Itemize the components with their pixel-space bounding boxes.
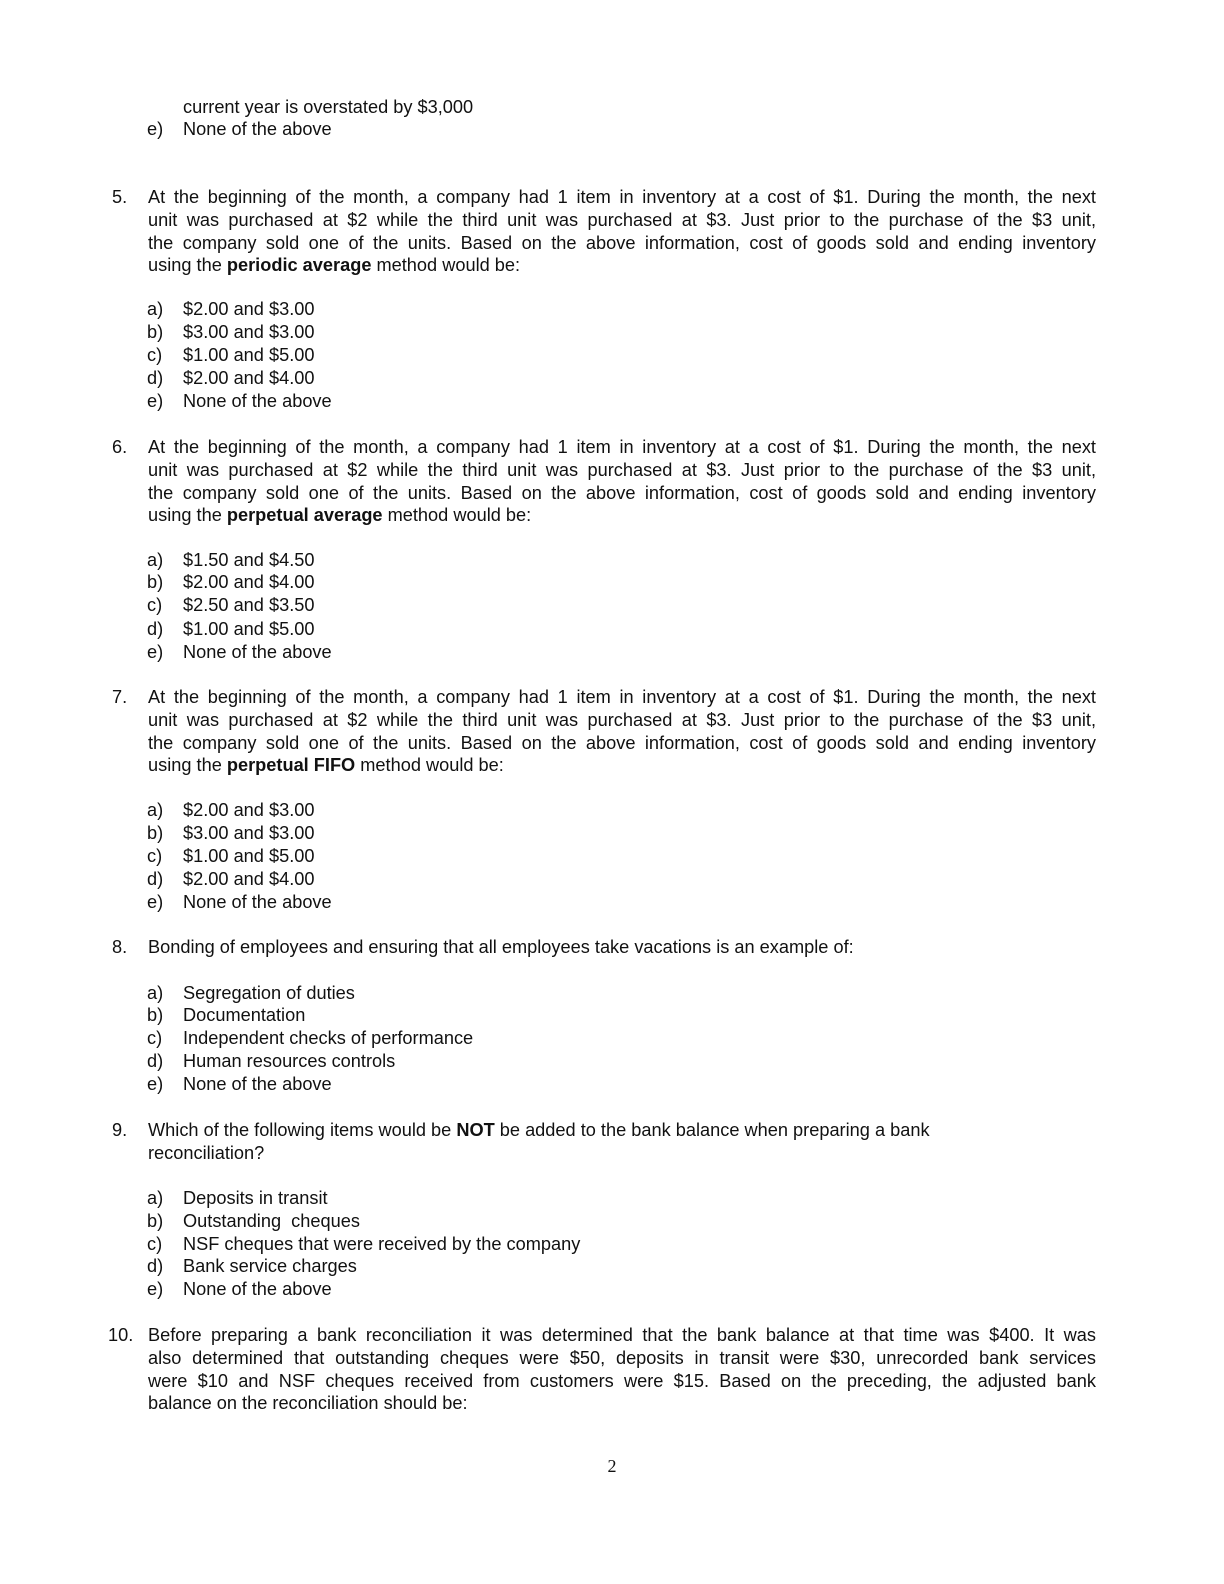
option-letter: c) bbox=[147, 345, 163, 365]
option-letter: a) bbox=[147, 299, 164, 319]
option-letter: d) bbox=[147, 869, 164, 889]
option-text: None of the above bbox=[183, 642, 332, 662]
text-run: method would be: bbox=[355, 755, 504, 776]
option-letter: b) bbox=[147, 1005, 164, 1025]
question-line bbox=[148, 504, 1096, 527]
text-run: method would be: bbox=[382, 505, 532, 526]
option-text: $2.00 and $4.00 bbox=[183, 368, 315, 388]
question-number-7: 7. bbox=[112, 687, 128, 707]
question-line: the company sold one of the units. Based on the above information, cost of goods sold and ending inventory bbox=[148, 732, 1096, 753]
option-text: $2.00 and $4.00 bbox=[183, 869, 315, 889]
question-number-10: 10. bbox=[108, 1325, 134, 1345]
method-emphasis: perpetual FIFO bbox=[226, 755, 356, 776]
method-emphasis: perpetual average bbox=[226, 505, 383, 526]
text-run: using the bbox=[148, 505, 227, 526]
question-line bbox=[148, 754, 1096, 777]
option-letter: e) bbox=[147, 119, 164, 139]
question-number-6: 6. bbox=[112, 437, 128, 457]
text-run: Which of the following items would be bbox=[148, 1120, 457, 1140]
option-letter: c) bbox=[147, 1234, 163, 1254]
question-line: also determined that outstanding cheques were $50, deposits in transit were $30, unrecorded bank services bbox=[148, 1347, 1096, 1368]
question-line: unit was purchased at $2 while the third unit was purchased at $3. Just prior to the purchase of the $3 unit, bbox=[148, 459, 1096, 480]
continuation-line: current year is overstated by $3,000 bbox=[183, 97, 474, 117]
question-number-5: 5. bbox=[112, 187, 128, 207]
option-text: None of the above bbox=[183, 119, 332, 139]
option-text: None of the above bbox=[183, 1279, 332, 1299]
option-letter: b) bbox=[147, 322, 164, 342]
option-text: Independent checks of performance bbox=[183, 1028, 474, 1048]
option-letter: b) bbox=[147, 823, 164, 843]
option-letter: b) bbox=[147, 572, 164, 592]
question-text-9 bbox=[148, 1119, 930, 1142]
option-letter: a) bbox=[147, 1188, 164, 1208]
option-letter: e) bbox=[147, 1074, 164, 1094]
option-letter: c) bbox=[147, 595, 163, 615]
method-emphasis: periodic average bbox=[226, 255, 372, 276]
option-letter: a) bbox=[147, 550, 164, 570]
emphasis-not: NOT bbox=[456, 1120, 495, 1140]
question-line bbox=[148, 254, 1096, 277]
option-letter: e) bbox=[147, 642, 164, 662]
option-letter: a) bbox=[147, 800, 164, 820]
option-letter: d) bbox=[147, 1051, 164, 1071]
option-text: Deposits in transit bbox=[183, 1188, 328, 1208]
option-letter: d) bbox=[147, 619, 164, 639]
option-text: $1.00 and $5.00 bbox=[183, 345, 315, 365]
option-text: $2.50 and $3.50 bbox=[183, 595, 315, 615]
option-letter: c) bbox=[147, 1028, 163, 1048]
option-letter: d) bbox=[147, 368, 164, 388]
question-line: the company sold one of the units. Based on the above information, cost of goods sold and ending inventory bbox=[148, 482, 1096, 503]
question-text-7 bbox=[148, 686, 1096, 777]
option-text: Segregation of duties bbox=[183, 983, 355, 1003]
question-line: At the beginning of the month, a company had 1 item in inventory at a cost of $1. During the month, the next bbox=[148, 687, 1096, 707]
option-letter: e) bbox=[147, 391, 164, 411]
question-line: the company sold one of the units. Based on the above information, cost of goods sold and ending inventory bbox=[148, 232, 1096, 253]
question-line: At the beginning of the month, a company had 1 item in inventory at a cost of $1. During the month, the next bbox=[148, 437, 1096, 457]
question-line: reconciliation? bbox=[148, 1143, 265, 1163]
option-text: $3.00 and $3.00 bbox=[183, 823, 315, 843]
option-text: Bank service charges bbox=[183, 1256, 357, 1276]
page-number: 2 bbox=[607, 1456, 617, 1476]
option-text: None of the above bbox=[183, 892, 332, 912]
option-text: $1.00 and $5.00 bbox=[183, 846, 315, 866]
option-letter: e) bbox=[147, 1279, 164, 1299]
text-run: be added to the bank balance when preparing a bank bbox=[494, 1120, 930, 1140]
question-line: unit was purchased at $2 while the third unit was purchased at $3. Just prior to the purchase of the $3 unit, bbox=[148, 709, 1096, 730]
option-letter: a) bbox=[147, 983, 164, 1003]
option-text: None of the above bbox=[183, 391, 332, 411]
option-letter: d) bbox=[147, 1256, 164, 1276]
option-text: Documentation bbox=[183, 1005, 306, 1025]
text-run: using the bbox=[148, 755, 227, 776]
question-text-8: Bonding of employees and ensuring that all employees take vacations is an example of: bbox=[148, 937, 854, 957]
question-text-10 bbox=[148, 1324, 1096, 1415]
option-text: NSF cheques that were received by the company bbox=[183, 1234, 581, 1254]
option-text: None of the above bbox=[183, 1074, 332, 1094]
question-line: balance on the reconciliation should be: bbox=[148, 1393, 468, 1414]
question-number-9: 9. bbox=[112, 1120, 128, 1140]
question-text-5 bbox=[148, 186, 1096, 277]
option-letter: e) bbox=[147, 892, 164, 912]
text-run: using the bbox=[148, 255, 227, 276]
option-text: $2.00 and $3.00 bbox=[183, 800, 315, 820]
option-text: $2.00 and $4.00 bbox=[183, 572, 315, 592]
question-line: Before preparing a bank reconciliation it was determined that the bank balance at that time was $400. It was bbox=[148, 1325, 1096, 1345]
text-run: method would be: bbox=[371, 255, 521, 276]
option-text: Human resources controls bbox=[183, 1051, 396, 1071]
option-letter: b) bbox=[147, 1211, 164, 1231]
question-text-6 bbox=[148, 436, 1096, 527]
option-letter: c) bbox=[147, 846, 163, 866]
question-line: unit was purchased at $2 while the third unit was purchased at $3. Just prior to the purchase of the $3 unit, bbox=[148, 209, 1096, 230]
option-text: $2.00 and $3.00 bbox=[183, 299, 315, 319]
option-text: $1.00 and $5.00 bbox=[183, 619, 315, 639]
option-text: $3.00 and $3.00 bbox=[183, 322, 315, 342]
option-text: $1.50 and $4.50 bbox=[183, 550, 315, 570]
option-text: Outstanding cheques bbox=[183, 1211, 360, 1231]
question-line: were $10 and NSF cheques received from customers were $15. Based on the preceding, the adjusted bank bbox=[148, 1370, 1096, 1391]
question-number-8: 8. bbox=[112, 937, 128, 957]
question-line: At the beginning of the month, a company had 1 item in inventory at a cost of $1. During the month, the next bbox=[148, 187, 1096, 207]
